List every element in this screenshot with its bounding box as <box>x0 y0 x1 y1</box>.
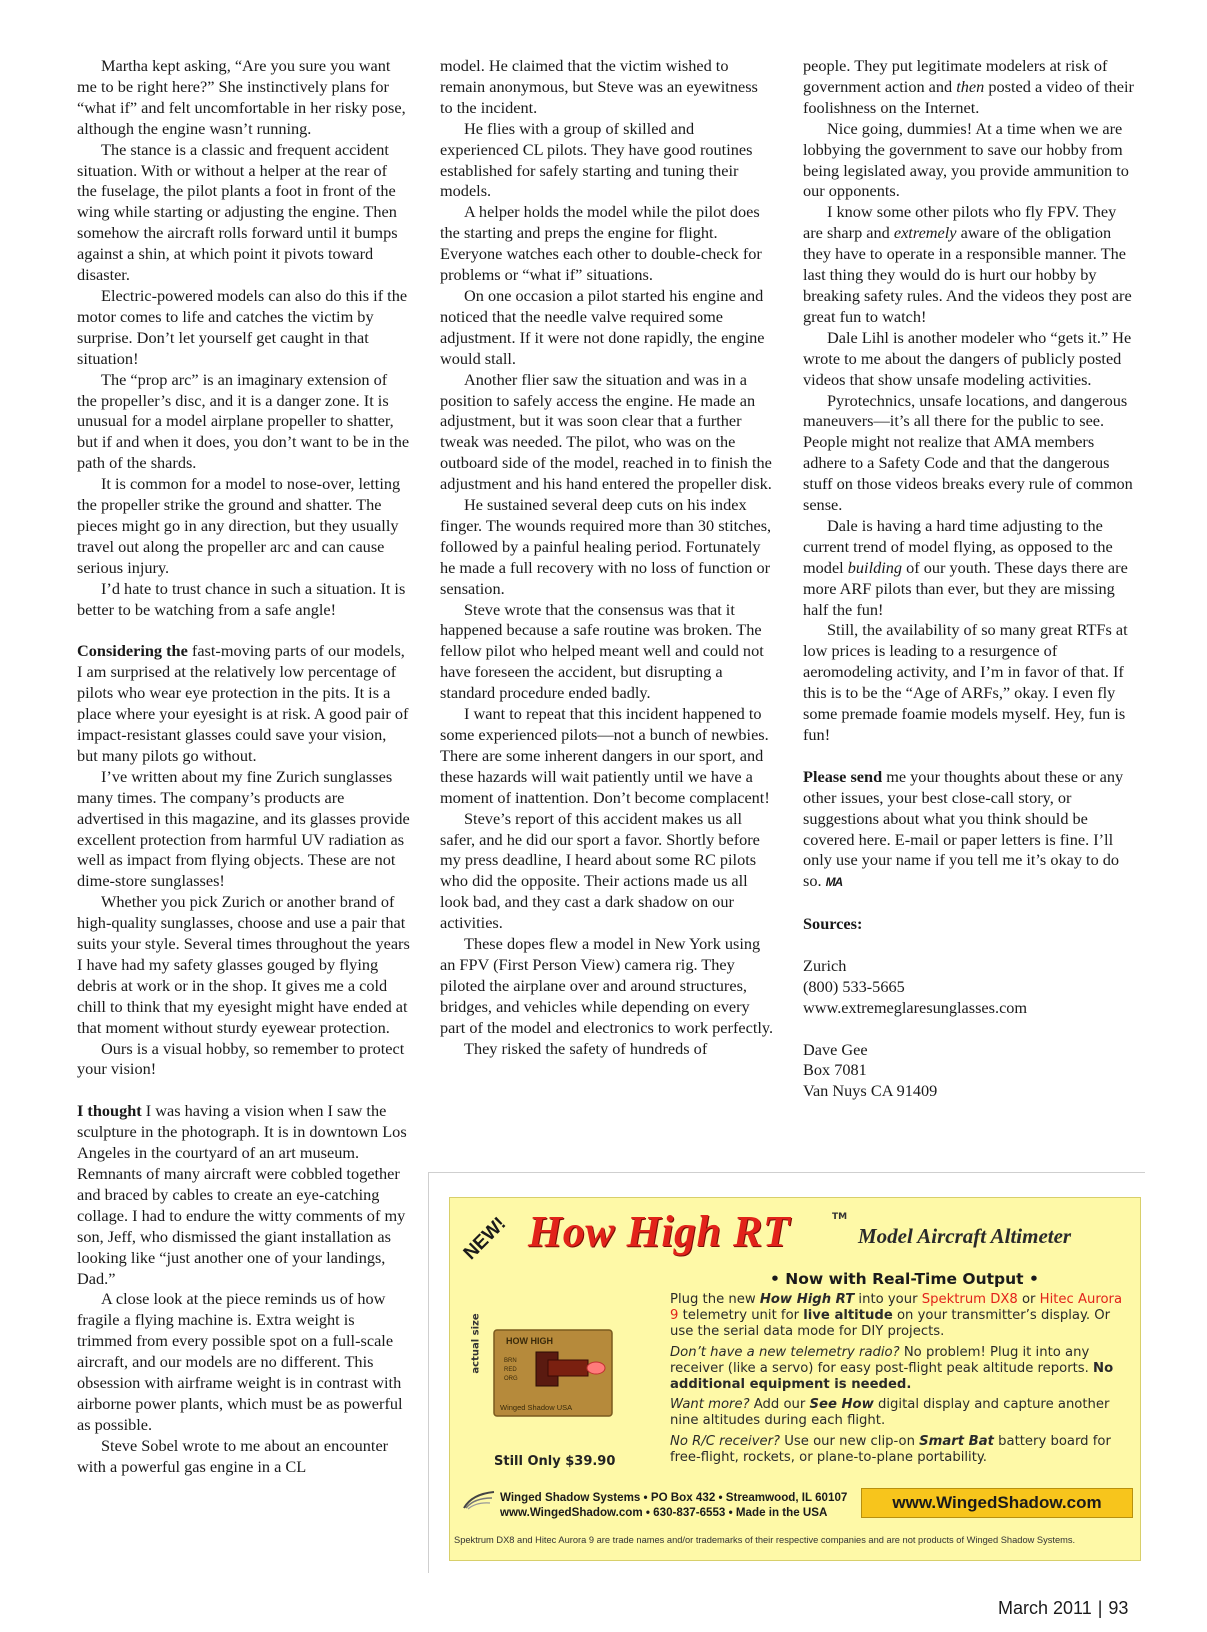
paragraph: He flies with a group of skilled and experienced CL pilots. They have good routines established for safely starting and tuning their models. <box>440 118 753 201</box>
text-run: on your transmitter’s display. Or use the serial data mode for DIY projects. <box>670 1308 1111 1340</box>
ad-paragraph <box>670 1345 1130 1394</box>
emphasis: then <box>956 76 985 96</box>
paragraph: The stance is a classic and frequent accident situation. With or without a helper at the rear of the fuselage, the pilot plants a foot in front of the wing while starting or adjusting the engine. Then somehow the aircraft rolls forward until it bumps against a shin, at which point it pivots toward disaster. <box>77 139 398 285</box>
column-3 <box>803 56 1137 1102</box>
ma-end-mark: MA <box>825 875 843 890</box>
paragraph: I’d hate to trust chance in such a situation. It is better to be watching from a safe angle! <box>77 578 406 619</box>
source-url[interactable]: www.extremeglaresunglasses.com <box>803 997 1028 1017</box>
folio-separator: | <box>1097 1598 1103 1618</box>
text-run: Add our <box>749 1397 810 1413</box>
wire-label-brn: BRN <box>504 1358 517 1364</box>
ad-subtitle: Model Aircraft Altimeter <box>858 1224 1072 1248</box>
paragraph-text: I was having a vision when I saw the sculpture in the photograph. It is in downtown Los Angeles in the courtyard of an art museum. Remnants of many aircraft were cobbled together and braced by cables to create an eye-catching collage. I had to endure the witty comments of my son, Jeff, who dismissed the giant installation as looking like “just another one of your landings, Dad.” <box>77 1101 407 1288</box>
column-1 <box>77 56 411 1478</box>
section-sculpture-lead <box>77 1101 411 1289</box>
source-name: Zurich <box>803 955 847 975</box>
altimeter-board-image <box>492 1326 620 1426</box>
paragraph <box>803 202 1137 327</box>
ad-paragraph <box>670 1292 1130 1341</box>
bold-phrase: No additional equipment is needed. <box>670 1360 1114 1393</box>
text-run: Use our new clip-on <box>780 1433 920 1449</box>
paragraph: Electric-powered models can also do this if the motor comes to life and catches the victim by surprise. Don’t let yourself get caught in that situation! <box>77 285 408 368</box>
text-run: digital display and capture another nine altitudes during each flight. <box>670 1397 1110 1429</box>
brand-highlight: Hitec Aurora 9 <box>670 1292 1123 1324</box>
paragraph <box>803 516 1137 621</box>
source-dave-gee <box>803 1040 1137 1103</box>
company-web-phone: www.WingedShadow.com • 630-837-6553 • Made in the USA <box>500 1506 828 1519</box>
paragraph: Steve Sobel wrote to me about an encounter with a powerful gas engine in a CL <box>77 1435 389 1476</box>
board-label: HOW HIGH <box>506 1336 553 1346</box>
winged-shadow-wing-icon <box>462 1488 496 1512</box>
ad-feature-line: • Now with Real-Time Output • <box>770 1270 1039 1288</box>
issue-date: March 2011 <box>998 1598 1092 1618</box>
text-run: Dale is having a hard time adjusting to the current trend of model flying, as opposed to the model <box>803 515 1113 577</box>
trademark-mark: TM <box>832 1212 848 1222</box>
text-run: I know some other pilots who fly FPV. They are sharp and <box>803 202 1117 243</box>
text-run: telemetry unit for <box>678 1308 804 1324</box>
source-name: Dave Gee <box>803 1039 868 1059</box>
text-run: aware of the obligation they have to operate in a responsible manner. The last thing they would do is hurt our hobby by breaking safety rules. And the videos they post are great fun to watch! <box>803 223 1132 326</box>
paragraph: Nice going, dummies! At a time when we are lobbying the government to save our hobby from being legislated away, you provide ammunition to our opponents. <box>803 118 1129 201</box>
source-phone: (800) 533-5665 <box>803 976 905 996</box>
closing-paragraph <box>803 767 1137 893</box>
price-label: Still Only $39.90 <box>494 1454 616 1469</box>
paragraph: Martha kept asking, “Are you sure you want me to be right here?” She instinctively plans for “what if” and felt uncomfortable in her risky pose, although the engine wasn’t running. <box>77 56 406 138</box>
new-badge: NEW! <box>459 1213 511 1264</box>
brand-highlight: Spektrum DX8 <box>921 1292 1018 1307</box>
page-number: 93 <box>1108 1598 1129 1618</box>
sources-heading-text: Sources: <box>803 914 863 934</box>
paragraph: Dale Lihl is another modeler who “gets it.” He wrote to me about the dangers of publicly posted videos that show unsafe modeling activities. <box>803 327 1132 389</box>
italic-phrase: No R/C receiver? <box>670 1433 781 1449</box>
section-eye-protection-lead <box>77 641 411 766</box>
paragraph: It is common for a model to nose-over, letting the propeller strike the ground and shatter. The pieces might go in any direction, but they usually travel out along the propeller arc and can cause serious injury. <box>77 474 401 577</box>
sources-heading <box>803 914 1137 935</box>
text-run: Plug the new <box>670 1292 760 1307</box>
actual-size-label: actual size <box>470 1313 482 1374</box>
product-name: How High RT <box>759 1292 855 1307</box>
ad-paragraph <box>670 1434 1130 1466</box>
paragraph: A close look at the piece reminds us of how fragile a flying machine is. Extra weight is trimmed from every possible spot on a full-scale aircraft, and our models are no different. This obsession with airframe weight is in contrast with airborne power plants, which must be as powerful as possible. <box>77 1289 403 1434</box>
paragraph: I want to repeat that this incident happened to some experienced pilots—not a bunch of newbies. There are some inherent dangers in our sport, and these hazards will wait patiently until we have a moment of inattention. Don’t become complacent! <box>440 704 770 807</box>
paragraph: The “prop arc” is an imaginary extension of the propeller’s disc, and it is a danger zone. It is unusual for a model airplane propeller to shatter, but if and when it does, you don’t want to be in the path of the shards. <box>77 369 410 473</box>
column-2 <box>440 56 774 1060</box>
text-run: or <box>1017 1292 1040 1307</box>
run-in-heading: Please send <box>803 766 883 786</box>
paragraph-text: fast-moving parts of our models, I am surprised at the relatively low percentage of pilots who wear eye protection in the pits. It is a place where your eyesight is at risk. A good pair of impact-resistant glasses could save your vision, but many pilots go without. <box>77 641 409 765</box>
board-footer: Winged Shadow USA <box>500 1403 573 1412</box>
paragraph: These dopes flew a model in New York using an FPV (First Person View) camera rig. They piloted the airplane over and around structures, bridges, and vehicles while depending on every part of the model and electronics to work perfectly. <box>440 934 774 1037</box>
paragraph-text: me your thoughts about these or any other issues, your best close-call story, or suggestions about what you think should be covered here. E-mail or paper letters is fine. I’ll only use your name if you tell me it’s okay to do so. <box>803 766 1124 891</box>
text-run: battery board for free-flight, rockets, or plane-to-plane portability. <box>670 1433 1111 1465</box>
paragraph: On one occasion a pilot started his engine and noticed that the needle valve required some adjustment. If it were not done rapidly, the engine would stall. <box>440 285 765 368</box>
run-in-heading: I thought <box>77 1101 142 1121</box>
text-run: No problem! Plug it into any receiver (like a servo) for easy post-flight peak altitude reports. <box>670 1344 1094 1376</box>
emphasis: building <box>847 557 903 577</box>
trademark-disclaimer: Spektrum DX8 and Hitec Aurora 9 are trade names and/or trademarks of their respective companies and are not products of Winged Shadow Systems. <box>454 1535 1076 1545</box>
product-name: Smart Bat <box>919 1433 994 1449</box>
source-address-line: Box 7081 <box>803 1060 867 1080</box>
emphasis: extremely <box>893 223 957 243</box>
company-contact <box>500 1490 847 1520</box>
page-folio <box>998 1598 1128 1619</box>
source-zurich <box>803 956 1137 1019</box>
text-run: posted a video of their foolishness on the Internet. <box>803 76 1134 117</box>
paragraph: Steve wrote that the consensus was that it happened because a safe routine was broken. The fellow pilot who helped meant well and could not have foreseen the accident, but disrupting a standard procedure ended badly. <box>440 599 764 703</box>
ad-body <box>670 1292 1130 1470</box>
company-address: Winged Shadow Systems • PO Box 432 • Streamwood, IL 60107 <box>500 1491 848 1504</box>
text-run: of our youth. These days there are more ARF pilots than ever, but they are missing half the fun! <box>803 557 1128 619</box>
paragraph: Ours is a visual hobby, so remember to protect your vision! <box>77 1038 405 1079</box>
paragraph: Another flier saw the situation and was in a position to safely access the engine. He made an adjustment, but it was soon clear that a further tweak was needed. The pilot, who was on the outboard side of the model, reached in to finish the adjustment and his hand entered the propeller disk. <box>440 369 772 494</box>
run-in-heading: Considering the <box>77 641 188 661</box>
paragraph: They risked the safety of hundreds of <box>464 1038 708 1058</box>
paragraph: Pyrotechnics, unsafe locations, and dangerous maneuvers—it’s all there for the public to see. People might not realize that AMA members adhere to a Safety Code and that the dangerous stuff on those videos breaks every rule of common sense. <box>803 390 1133 515</box>
paragraph <box>803 56 1137 119</box>
how-high-rt-advertisement[interactable] <box>449 1197 1141 1561</box>
paragraph: A helper holds the model while the pilot does the starting and preps the engine for flight. Everyone watches each other to double-check for problems or “what if” situations. <box>440 202 762 285</box>
website-button[interactable]: www.WingedShadow.com <box>861 1488 1133 1518</box>
wire-label-red: RED <box>504 1367 517 1373</box>
text-run: people. They put legitimate modelers at risk of government action and <box>803 56 1108 96</box>
ad-paragraph <box>670 1397 1130 1429</box>
italic-phrase: Don’t have a new telemetry radio? <box>670 1344 900 1360</box>
paragraph: Whether you pick Zurich or another brand of high-quality sunglasses, choose and use a pair that suits your style. Several times throughout the years I have had my safety glasses gouged by flying debris at work or in the shop. It gives me a cold chill to think that my eyesight might have ended at that moment without sturdy eyewear protection. <box>77 892 410 1037</box>
paragraph: model. He claimed that the victim wished to remain anonymous, but Steve was an eyewitness to the incident. <box>440 56 758 117</box>
bold-phrase: live altitude <box>803 1308 893 1324</box>
ad-brand-title: How High RT <box>528 1207 791 1256</box>
product-name: See How <box>809 1397 874 1413</box>
italic-phrase: Want more? <box>670 1397 750 1413</box>
paragraph: Still, the availability of so many great RTFs at low prices is leading to a resurgence of aeromodeling activity, and I’m in favor of that. If this is to be the “Age of ARFs,” okay. I even fly some premade foamie models myself. Hey, fun is fun! <box>803 620 1128 744</box>
paragraph: I’ve written about my fine Zurich sunglasses many times. The company’s products are advertised in this magazine, and its glasses provide excellent protection from harmful UV radiation as well as impact from flying objects. These are not dime-store sunglasses! <box>77 766 410 891</box>
paragraph: Steve’s report of this accident makes us all safer, and he did our sport a favor. Shortly before my press deadline, I heard about some RC pilots who did the opposite. Their actions made us all look bad, and they cast a dark shadow on our activities. <box>440 808 760 933</box>
text-run: into your <box>854 1292 922 1307</box>
paragraph: He sustained several deep cuts on his index finger. The wounds required more than 30 stitches, followed by a painful healing period. Fortunately he made a full recovery with no loss of function or sensation. <box>440 495 772 598</box>
source-address-line: Van Nuys CA 91409 <box>803 1081 938 1101</box>
wire-label-org: ORG <box>504 1376 518 1382</box>
